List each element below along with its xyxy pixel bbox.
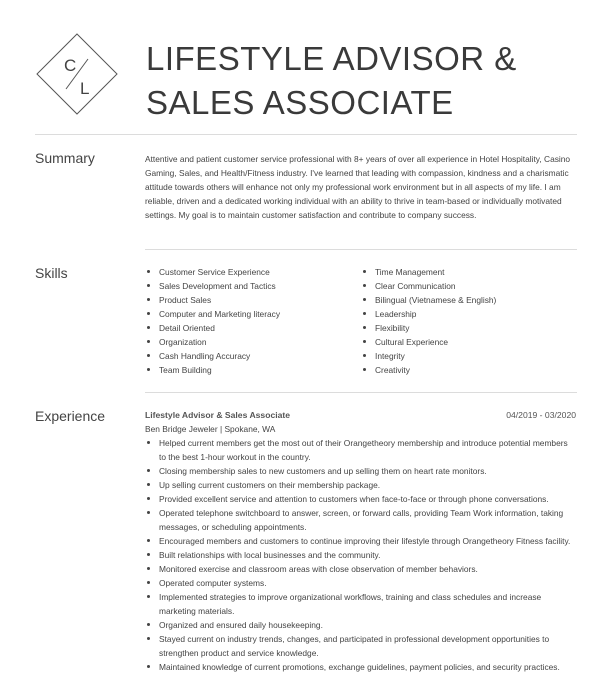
job-bullet: Encouraged members and customers to continue improving their lifestyle through Orangetheory Fitness facility.	[145, 534, 575, 548]
summary-text: Attentive and patient customer service professional with 8+ years of over all experience in Hotel Hospitality, Casino Gaming, Sales, and Health/Fitness industry. I've learned that leading with compassion, kindness and a charismatic attitude towards others will enhance not only my professional work environment but in all aspects of my life. I am reliable, driven and a dedicated working individual with an ability to thrive in team-based or individually motivated settings. My goal is to maintain customer satisfaction and contribute to company success.	[145, 154, 571, 220]
skill-item: Sales Development and Tactics	[145, 279, 280, 293]
skills-divider	[145, 392, 577, 393]
job-bullet: Organized and ensured daily housekeeping.	[145, 618, 575, 632]
skill-item: Leadership	[361, 307, 496, 321]
monogram-diamond	[36, 33, 118, 115]
skills-heading: Skills	[35, 265, 68, 281]
skill-item: Computer and Marketing literacy	[145, 307, 280, 321]
job-bullet: Implemented strategies to improve organizational workflows, training and class schedules and increase marketing materials.	[145, 590, 575, 618]
summary-heading: Summary	[35, 150, 95, 166]
job-dates: 04/2019 - 03/2020	[506, 410, 576, 420]
job-bullet: Provided excellent service and attention to customers when face-to-face or through phone conversations.	[145, 492, 575, 506]
monogram-letter-2: L	[80, 79, 90, 98]
job-bullet: Up selling current customers on their membership package.	[145, 478, 575, 492]
job-bullet: Helped current members get the most out of their Orangetheory membership and introduce potential members to the best 1-hour workout in the country.	[145, 436, 575, 464]
job-title: Lifestyle Advisor & Sales Associate	[145, 410, 291, 420]
skill-item: Clear Communication	[361, 279, 496, 293]
skills-list-right	[361, 265, 496, 377]
resume-title	[146, 37, 586, 125]
skill-item: Product Sales	[145, 293, 280, 307]
skills-list-left	[145, 265, 280, 377]
job-bullet: Stayed current on industry trends, changes, and participated in professional development opportunities to strengthen product and service knowledge.	[145, 632, 575, 660]
skill-item: Flexibility	[361, 321, 496, 335]
title-line-1: LIFESTYLE ADVISOR &	[146, 40, 517, 77]
job-bullet: Maintained knowledge of current promotions, exchange guidelines, payment policies, and security practices.	[145, 660, 575, 674]
summary-divider	[145, 249, 577, 250]
title-line-2: SALES ASSOCIATE	[146, 84, 454, 121]
skill-item: Bilingual (Vietnamese & English)	[361, 293, 496, 307]
experience-heading: Experience	[35, 408, 106, 424]
skill-item: Detail Oriented	[145, 321, 280, 335]
job-company: Ben Bridge Jeweler | Spokane, WA	[145, 424, 276, 434]
job-bullet: Closing membership sales to new customers and up selling them on heart rate monitors.	[145, 464, 575, 478]
monogram-letter-1: C	[64, 56, 77, 75]
header-divider	[35, 134, 577, 135]
skill-item: Cultural Experience	[361, 335, 496, 349]
job-bullet: Built relationships with local businesses and the community.	[145, 548, 575, 562]
skill-item: Cash Handling Accuracy	[145, 349, 280, 363]
skill-item: Team Building	[145, 363, 280, 377]
skill-item: Time Management	[361, 265, 496, 279]
job-bullets	[145, 436, 575, 674]
skill-item: Customer Service Experience	[145, 265, 280, 279]
job-bullet: Monitored exercise and classroom areas with close observation of member behaviors.	[145, 562, 575, 576]
skill-item: Integrity	[361, 349, 496, 363]
job-bullet: Operated computer systems.	[145, 576, 575, 590]
job-bullet: Operated telephone switchboard to answer, screen, or forward calls, providing Team Work information, taking messages, or scheduling appointments.	[145, 506, 575, 534]
skill-item: Creativity	[361, 363, 496, 377]
monogram-logo	[36, 33, 118, 115]
skill-item: Organization	[145, 335, 280, 349]
